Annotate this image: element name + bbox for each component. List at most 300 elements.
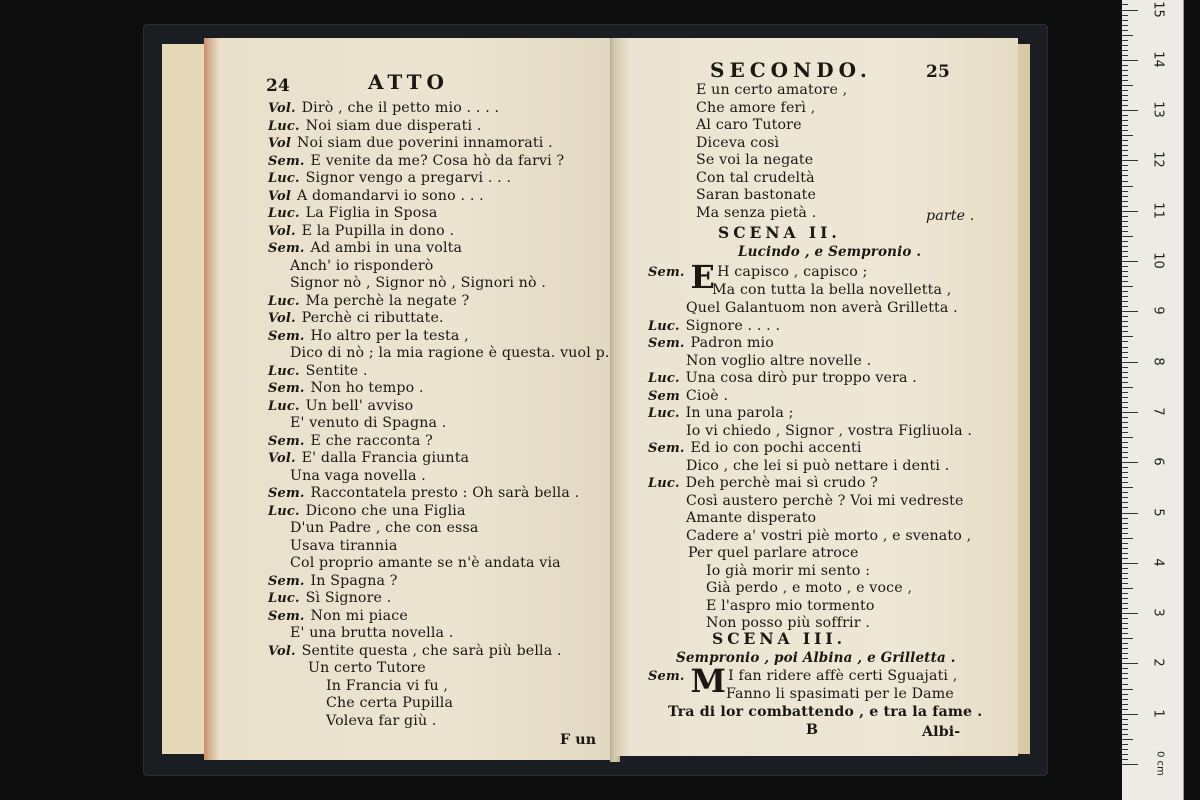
text-line xyxy=(268,205,438,223)
text-line: Diceva così xyxy=(696,134,780,151)
ruler-tick xyxy=(1122,663,1138,664)
ruler-tick xyxy=(1122,412,1138,413)
speaker: Luc. xyxy=(648,406,680,421)
ruler-tick xyxy=(1122,382,1128,383)
ruler-tick xyxy=(1122,221,1128,222)
line-text: Sentite questa , che sarà più bella . xyxy=(301,642,562,659)
ruler-tick xyxy=(1122,110,1138,111)
ruler-tick xyxy=(1122,764,1138,765)
ruler-tick xyxy=(1122,15,1128,16)
text-line xyxy=(706,598,875,616)
speaker: Luc. xyxy=(648,371,680,386)
ruler-number: 4 xyxy=(1150,558,1166,567)
text-line xyxy=(688,545,859,563)
drop-cap: E xyxy=(690,258,716,296)
ruler-tick xyxy=(1122,608,1128,609)
line-text: Non posso più soffrir . xyxy=(706,615,871,631)
text-line xyxy=(648,335,774,353)
line-text: Per quel parlare atroce xyxy=(688,545,859,561)
ruler-tick xyxy=(1122,80,1128,81)
text-line xyxy=(268,433,433,451)
ruler-tick xyxy=(1122,402,1128,403)
speaker: Luc. xyxy=(648,476,680,491)
ruler-tick xyxy=(1122,749,1128,750)
ruler-tick xyxy=(1122,291,1128,292)
ruler-tick xyxy=(1122,467,1128,468)
text-line xyxy=(648,440,862,458)
line-text: Così austero perchè ? Voi mi vedreste xyxy=(686,492,964,509)
ruler-tick xyxy=(1122,100,1128,101)
right-page xyxy=(616,38,1018,756)
ruler-tick xyxy=(1122,316,1128,317)
text-line xyxy=(268,153,564,171)
line-text: Un certo Tutore xyxy=(308,660,426,676)
ruler-tick xyxy=(1122,311,1138,312)
ruler-tick xyxy=(1122,513,1138,514)
line-text: E che racconta ? xyxy=(310,432,433,449)
line-text: Un bell' avviso xyxy=(305,397,414,414)
ruler-tick xyxy=(1122,734,1128,735)
text-line: E un certo amatore , xyxy=(696,82,848,98)
ruler-tick xyxy=(1122,563,1138,564)
ruler-tick xyxy=(1122,658,1128,659)
text-line xyxy=(268,608,408,626)
speaker: Vol. xyxy=(268,311,296,326)
line-text: E la Pupilla in dono . xyxy=(301,222,455,239)
ruler-tick xyxy=(1122,628,1128,629)
line-text: H capisco , capisco ; xyxy=(717,264,868,280)
line-text: In una parola ; xyxy=(685,405,794,421)
ruler-tick xyxy=(1122,367,1128,368)
ruler-tick xyxy=(1122,548,1128,549)
ruler-tick xyxy=(1122,372,1128,373)
ruler-tick xyxy=(1122,186,1133,187)
ruler-tick xyxy=(1122,276,1128,277)
ruler-tick xyxy=(1122,573,1128,574)
signature-mark: B xyxy=(806,722,819,738)
text-line xyxy=(290,625,453,643)
line-text: Cioè . xyxy=(685,387,729,404)
speaker: Luc. xyxy=(268,118,300,134)
ruler-tick xyxy=(1122,633,1128,634)
ruler-tick xyxy=(1122,442,1128,443)
ruler-tick xyxy=(1122,482,1128,483)
ruler-tick xyxy=(1122,196,1128,197)
text-line xyxy=(290,538,398,556)
ruler-tick xyxy=(1122,261,1138,262)
ruler-tick xyxy=(1122,256,1128,257)
ruler-tick xyxy=(1122,120,1128,121)
line-text: Noi siam due disperati . xyxy=(305,117,482,134)
ruler-tick xyxy=(1122,115,1128,116)
ruler-tick xyxy=(1122,125,1128,126)
ruler-tick xyxy=(1122,85,1133,86)
speaker: Sem. xyxy=(268,241,305,256)
ruler-tick xyxy=(1122,648,1128,649)
text-line xyxy=(648,388,728,406)
ruler-tick xyxy=(1122,236,1133,237)
ruler-tick xyxy=(1122,75,1128,76)
scene-2-cast: Lucindo , e Sempronio . xyxy=(738,244,922,260)
text-line xyxy=(686,423,972,441)
speaker: Sem. xyxy=(268,153,305,169)
text-line xyxy=(290,555,561,573)
line-text: Usava tirannia xyxy=(290,537,398,554)
text-line xyxy=(686,458,949,476)
ruler-tick xyxy=(1122,613,1138,614)
ruler-tick xyxy=(1122,145,1128,146)
measuring-ruler xyxy=(1122,0,1184,800)
text-line xyxy=(268,223,454,241)
speaker: Luc. xyxy=(648,318,680,334)
ruler-tick xyxy=(1122,362,1138,363)
line-text: Signore . . . . xyxy=(685,317,781,334)
ruler-tick xyxy=(1122,653,1128,654)
ruler-tick xyxy=(1122,4,1128,5)
line-text: E' venuto di Spagna . xyxy=(290,415,447,431)
ruler-tick xyxy=(1122,216,1128,217)
line-text: Non ho tempo . xyxy=(310,380,424,396)
ruler-edge xyxy=(1183,0,1184,800)
ruler-tick xyxy=(1122,457,1128,458)
text-line xyxy=(268,643,562,661)
text-line xyxy=(686,510,816,528)
ruler-tick xyxy=(1122,583,1128,584)
ruler-tick xyxy=(1122,301,1128,302)
ruler-tick xyxy=(1122,673,1128,674)
text-line xyxy=(268,170,511,188)
ruler-number: 5 xyxy=(1150,507,1166,517)
ruler-number: 14 xyxy=(1150,51,1166,68)
ruler-number: 11 xyxy=(1150,201,1166,219)
ruler-tick xyxy=(1122,407,1128,408)
text-line xyxy=(706,580,912,598)
ruler-tick xyxy=(1122,60,1138,61)
ruler-tick xyxy=(1122,55,1128,56)
ruler-tick xyxy=(1122,326,1128,327)
ruler-tick xyxy=(1122,105,1128,106)
ruler-tick xyxy=(1122,336,1133,337)
line-text: Deh perchè mai sì crudo ? xyxy=(685,475,878,491)
text-line xyxy=(686,528,971,546)
ruler-tick xyxy=(1122,523,1128,524)
ruler-tick xyxy=(1122,668,1128,669)
speaker: Luc. xyxy=(268,171,300,186)
running-head-left: ATTO xyxy=(368,70,449,94)
text-line xyxy=(268,310,444,328)
ruler-tick xyxy=(1122,533,1128,534)
ruler-tick xyxy=(1122,392,1128,393)
speaker: Sem. xyxy=(268,328,305,344)
ruler-number: 8 xyxy=(1150,356,1166,366)
ruler-tick xyxy=(1122,286,1133,287)
running-head-right: SECONDO. xyxy=(710,58,872,82)
ruler-tick xyxy=(1122,211,1138,212)
ruler-tick xyxy=(1122,724,1128,725)
text-line xyxy=(290,415,446,433)
speaker: Vol. xyxy=(268,451,296,466)
ruler-tick xyxy=(1122,507,1128,508)
ruler-unit: 0 cm xyxy=(1154,751,1166,776)
ruler-tick xyxy=(1122,306,1128,307)
text-line: Ma senza pietà . xyxy=(696,204,817,221)
line-text: Una vaga novella . xyxy=(290,467,426,484)
text-line: Al caro Tutore xyxy=(696,117,802,133)
ruler-tick xyxy=(1122,347,1128,348)
ruler-tick xyxy=(1122,684,1128,685)
ruler-tick xyxy=(1122,744,1128,745)
text-line: Saran bastonate xyxy=(696,187,817,203)
line-text: Non voglio altre novelle . xyxy=(686,352,872,369)
speaker: Sem. xyxy=(268,486,305,501)
catchword-left: F un xyxy=(560,732,597,748)
ruler-tick xyxy=(1122,241,1128,242)
text-line xyxy=(268,450,469,468)
text-line xyxy=(268,398,413,416)
drop-cap: M xyxy=(690,662,727,700)
text-line xyxy=(268,188,484,206)
ruler-tick xyxy=(1122,397,1128,398)
ruler-tick xyxy=(1122,226,1128,227)
ruler-tick xyxy=(1122,251,1128,252)
text-line xyxy=(648,318,780,336)
ruler-number: 12 xyxy=(1150,151,1166,169)
ruler-number: 13 xyxy=(1150,101,1166,118)
ruler-tick xyxy=(1122,598,1128,599)
line-text: In Spagna ? xyxy=(310,572,398,589)
text-line xyxy=(268,363,368,381)
ruler-tick xyxy=(1122,20,1128,21)
ruler-tick xyxy=(1122,437,1133,438)
ruler-tick xyxy=(1122,618,1128,619)
ruler-tick xyxy=(1122,160,1138,161)
ruler-tick xyxy=(1122,175,1128,176)
text-line xyxy=(290,275,546,293)
page-number-right: 25 xyxy=(926,62,950,82)
line-text: In Francia vi fu , xyxy=(326,677,449,694)
line-text: D'un Padre , che con essa xyxy=(290,520,479,536)
text-line xyxy=(268,590,391,608)
text-line: Che amore ferì , xyxy=(696,99,816,116)
line-text: Ho altro per la testa , xyxy=(310,327,469,344)
speaker: Sem xyxy=(648,388,680,404)
speaker: Sem. xyxy=(648,441,685,456)
text-line xyxy=(268,573,398,591)
line-text: Padron mio xyxy=(690,335,774,351)
text-line xyxy=(686,493,964,511)
ruler-number: 6 xyxy=(1150,457,1166,466)
text-line xyxy=(268,328,469,346)
line-text: E venite da me? Cosa hò da farvi ? xyxy=(310,152,565,169)
ruler-tick xyxy=(1122,492,1128,493)
scene-3-second-line: Fanno li spasimati per le Dame xyxy=(726,686,954,702)
speaker: Sem. xyxy=(268,608,305,624)
text-line xyxy=(686,353,871,371)
ruler-tick xyxy=(1122,427,1128,428)
ruler-tick xyxy=(1122,135,1133,136)
ruler-tick xyxy=(1122,341,1128,342)
text-line xyxy=(290,468,426,486)
ruler-tick xyxy=(1122,462,1138,463)
ruler-tick xyxy=(1122,25,1128,26)
ruler-number: 7 xyxy=(1150,407,1166,416)
line-text: Anch' io risponderò xyxy=(290,257,434,274)
speaker: Vol. xyxy=(268,223,296,239)
line-text: Sentite . xyxy=(305,362,368,379)
line-text: Io vi chiedo , Signor , vostra Figliuola . xyxy=(686,422,973,439)
ruler-tick xyxy=(1122,377,1128,378)
line-text: Cadere a' vostri piè morto , e svenato , xyxy=(686,527,972,544)
page-number-left: 24 xyxy=(266,76,290,96)
ruler-tick xyxy=(1122,30,1128,31)
speaker: Luc. xyxy=(268,363,300,379)
line-text: Quel Galantuom non averà Grilletta . xyxy=(686,300,958,316)
scene-2-second-line: Ma con tutta la bella novelletta , xyxy=(712,282,952,298)
text-line xyxy=(268,135,553,153)
ruler-tick xyxy=(1122,518,1128,519)
text-line: Con tal crudeltà xyxy=(696,169,815,186)
line-text: Io già morir mi sento : xyxy=(706,562,871,579)
text-line xyxy=(648,370,917,388)
text-line xyxy=(648,405,794,423)
line-text: La Figlia in Sposa xyxy=(305,205,438,221)
line-text: I fan ridere affè certi Sguajati , xyxy=(728,668,958,684)
ruler-tick xyxy=(1122,130,1128,131)
text-line xyxy=(290,258,433,276)
line-text: E l'aspro mio tormento xyxy=(706,597,875,614)
line-text: Signor vengo a pregarvi . . . xyxy=(305,170,512,186)
text-line xyxy=(268,240,462,258)
ruler-tick xyxy=(1122,452,1128,453)
text-line xyxy=(268,485,579,503)
ruler-tick xyxy=(1122,50,1128,51)
ruler-tick xyxy=(1122,623,1128,624)
ruler-tick xyxy=(1122,140,1128,141)
ruler-tick xyxy=(1122,165,1128,166)
ruler-tick xyxy=(1122,497,1128,498)
ruler-tick xyxy=(1122,331,1128,332)
speaker: Sem. xyxy=(648,336,685,351)
ruler-tick xyxy=(1122,568,1128,569)
line-text: Dico di nò ; la mia ragione è questa. vuol p. xyxy=(290,345,610,361)
line-text: Ad ambi in una volta xyxy=(310,240,463,256)
ruler-tick xyxy=(1122,155,1128,156)
speaker: Luc. xyxy=(268,293,300,309)
speaker: Luc. xyxy=(268,398,300,414)
line-text: Non mi piace xyxy=(310,607,408,624)
text-line xyxy=(308,660,426,678)
scene-3-title: SCENA III. xyxy=(712,629,847,648)
line-text: A domandarvi io sono . . . xyxy=(296,187,484,204)
speaker: Vol. xyxy=(268,643,296,659)
line-text: Dicono che una Figlia xyxy=(305,502,466,519)
text-line xyxy=(326,678,448,696)
ruler-tick xyxy=(1122,759,1128,760)
ruler-tick xyxy=(1122,181,1128,182)
scene-2-title: SCENA II. xyxy=(718,223,841,242)
line-text: Voleva far giù . xyxy=(326,712,437,729)
speaker: Sem. xyxy=(648,669,685,684)
ruler-tick xyxy=(1122,487,1133,488)
ruler-tick xyxy=(1122,694,1128,695)
ruler-number: 10 xyxy=(1150,252,1166,269)
ruler-tick xyxy=(1122,65,1128,66)
ruler-tick xyxy=(1122,417,1128,418)
line-text: Perchè ci ributtate. xyxy=(301,310,444,326)
speaker: Luc. xyxy=(268,591,300,606)
ruler-number: 3 xyxy=(1150,608,1166,617)
speaker: Sem. xyxy=(268,433,305,449)
ruler-tick xyxy=(1122,603,1128,604)
ruler-tick xyxy=(1122,558,1128,559)
ruler-tick xyxy=(1122,578,1128,579)
line-text: Amante disperato xyxy=(686,510,817,526)
ruler-tick xyxy=(1122,10,1138,11)
ruler-tick xyxy=(1122,95,1128,96)
line-text: Sì Signore . xyxy=(305,590,392,606)
text-line xyxy=(290,520,479,538)
ruler-tick xyxy=(1122,502,1128,503)
ruler-tick xyxy=(1122,538,1133,539)
text-line xyxy=(268,118,482,136)
line-text: Dico , che lei si può nettare i denti . xyxy=(686,457,950,474)
ruler-tick xyxy=(1122,45,1128,46)
ruler-tick xyxy=(1122,231,1128,232)
ruler-tick xyxy=(1122,699,1128,700)
ruler-tick xyxy=(1122,472,1128,473)
ruler-tick xyxy=(1122,40,1128,41)
line-text: Già perdo , e moto , e voce , xyxy=(706,580,913,596)
speaker: Vol xyxy=(268,136,291,151)
ruler-number: 15 xyxy=(1150,0,1166,18)
ruler-tick xyxy=(1122,352,1128,353)
ruler-tick xyxy=(1122,422,1128,423)
ruler-tick xyxy=(1122,447,1128,448)
ruler-tick xyxy=(1122,296,1128,297)
ruler-tick xyxy=(1122,191,1128,192)
text-line xyxy=(326,695,453,713)
ruler-tick xyxy=(1122,719,1128,720)
ruler-number: 2 xyxy=(1150,658,1166,668)
text-line: Se voi la negate xyxy=(696,152,814,168)
ruler-tick xyxy=(1122,206,1128,207)
ruler-tick xyxy=(1122,281,1128,282)
line-text: E' una brutta novella . xyxy=(290,625,454,641)
ruler-tick xyxy=(1122,593,1128,594)
speaker: Luc. xyxy=(268,503,300,519)
line-text: Signor nò , Signor nò , Signori nò . xyxy=(290,275,546,291)
exit-note: parte . xyxy=(926,208,975,224)
ruler-tick xyxy=(1122,588,1133,589)
ruler-tick xyxy=(1122,643,1128,644)
ruler-tick xyxy=(1122,321,1128,322)
ruler-tick xyxy=(1122,246,1128,247)
ruler-tick xyxy=(1122,266,1128,267)
ruler-tick xyxy=(1122,201,1128,202)
line-text: Col proprio amante se n'è andata via xyxy=(290,555,561,571)
ruler-tick xyxy=(1122,704,1128,705)
ruler-tick xyxy=(1122,689,1133,690)
speaker: Sem. xyxy=(648,265,685,280)
line-text: Raccontatela presto : Oh sarà bella . xyxy=(310,485,580,501)
ruler-tick xyxy=(1122,754,1128,755)
speaker: Vol xyxy=(268,188,291,204)
line-text: Che certa Pupilla xyxy=(326,695,454,711)
text-line xyxy=(268,503,466,521)
line-text: Noi siam due poverini innamorati . xyxy=(296,135,553,151)
ruler-tick xyxy=(1122,543,1128,544)
left-page xyxy=(204,38,614,760)
